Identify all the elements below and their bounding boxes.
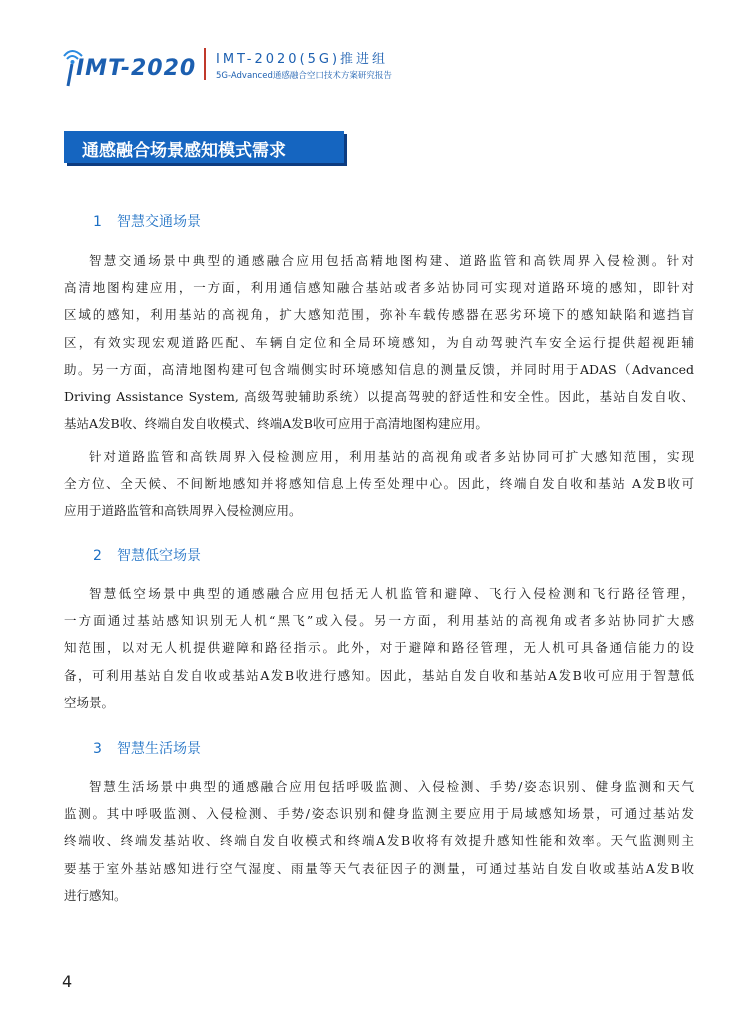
text-line: 全方位、全天候、不间断地感知并将感知信息上传至处理中心。因此，终端自发自收和基站 A发B收可 (64, 476, 694, 492)
subheading-number: 3 (93, 741, 102, 757)
section-banner (64, 131, 344, 163)
text-line: 一方面通过基站感知识别无人机“黑飞”或入侵。另一方面，利用基站的高视角或者多站协同扩大感 (64, 613, 694, 629)
text-line: 要基于室外基站感知进行空气湿度、雨量等天气表征因子的测量，可通过基站自发自收或基站A发B收 (64, 860, 694, 876)
logo-text: IMT-2020 (76, 56, 197, 81)
text-line: 知范围，以对无人机提供避障和路径指示。此外，对于避障和路径管理，无人机可具备通信能力的设 (64, 640, 694, 656)
subheading-smart-living (93, 738, 201, 758)
subheading-title: 智慧生活场景 (117, 741, 201, 757)
header-divider (204, 48, 206, 80)
page-number: 4 (62, 972, 73, 991)
text-line: Driving Assistance System, 高级驾驶辅助系统）以提高驾驶的舒适性和安全性。因此，基站自发自收、 (64, 388, 694, 404)
text-line: 智慧低空场景中典型的通感融合应用包括无人机监管和避障、飞行入侵检测和飞行路径管理， (89, 586, 694, 601)
text-line: 助。另一方面，高清地图构建可包含端侧实时环境感知信息的测量反馈，并同时用于ADAS（Advanced (64, 361, 694, 377)
subheading-title: 智慧交通场景 (117, 214, 201, 230)
paragraph-smart-living (64, 773, 694, 909)
page-header (60, 42, 700, 92)
subheading-smart-low-altitude (93, 545, 201, 565)
text-line: 监测。其中呼吸监测、入侵检测、手势/姿态识别和健身监测主要应用于局域感知场景，可通过基站发 (64, 806, 694, 822)
text-line: 区域的感知，利用基站的高视角，扩大感知范围，弥补车载传感器在恶劣环境下的感知缺陷和遮挡盲 (64, 307, 694, 323)
section-title: 通感融合场景感知模式需求 (82, 141, 286, 161)
subheading-number: 2 (93, 548, 102, 564)
text-line: 进行感知。 (64, 887, 127, 903)
paragraph-traffic-2 (64, 443, 694, 525)
text-line: 应用于道路监管和高铁周界入侵检测应用。 (64, 503, 302, 519)
imt2020-logo (60, 42, 200, 92)
text-line: 针对道路监管和高铁周界入侵检测应用，利用基站的高视角或者多站协同可扩大感知范围，实现 (89, 449, 694, 464)
text-line: 高清地图构建应用，一方面，利用通信感知融合基站或者多站协同可实现对道路环境的感知，即针对 (64, 280, 694, 296)
subheading-title: 智慧低空场景 (117, 548, 201, 564)
text-line: 备，可利用基站自发自收或基站A发B收进行感知。因此，基站自发自收和基站A发B收可应用于智慧低 (64, 667, 694, 683)
paragraph-traffic-1 (64, 247, 694, 437)
text-line: 智慧交通场景中典型的通感融合应用包括高精地图构建、道路监管和高铁周界入侵检测。针对 (89, 253, 694, 268)
text-line: 空场景。 (64, 694, 115, 710)
subheading-smart-traffic (93, 211, 201, 231)
text-line: 基站A发B收、终端自发自收模式、终端A发B收可应用于高清地图构建应用。 (64, 416, 488, 432)
text-line: 智慧生活场景中典型的通感融合应用包括呼吸监测、入侵检测、手势/姿态识别、健身监测和天气 (89, 779, 694, 794)
text-line: 终端收、终端发基站收、终端自发自收模式和终端A发B收将有效提升感知性能和效率。天气监测则主 (64, 833, 694, 849)
report-title: 5G-Advanced通感融合空口技术方案研究报告 (216, 71, 392, 81)
paragraph-low-altitude (64, 580, 694, 716)
org-title: IMT-2020(5G)推进组 (216, 52, 389, 67)
text-line: 区，有效实现宏观道路匹配、车辆自定位和全局环境感知，为自动驾驶汽车安全运行提供超视距辅 (64, 334, 694, 350)
subheading-number: 1 (93, 214, 102, 230)
